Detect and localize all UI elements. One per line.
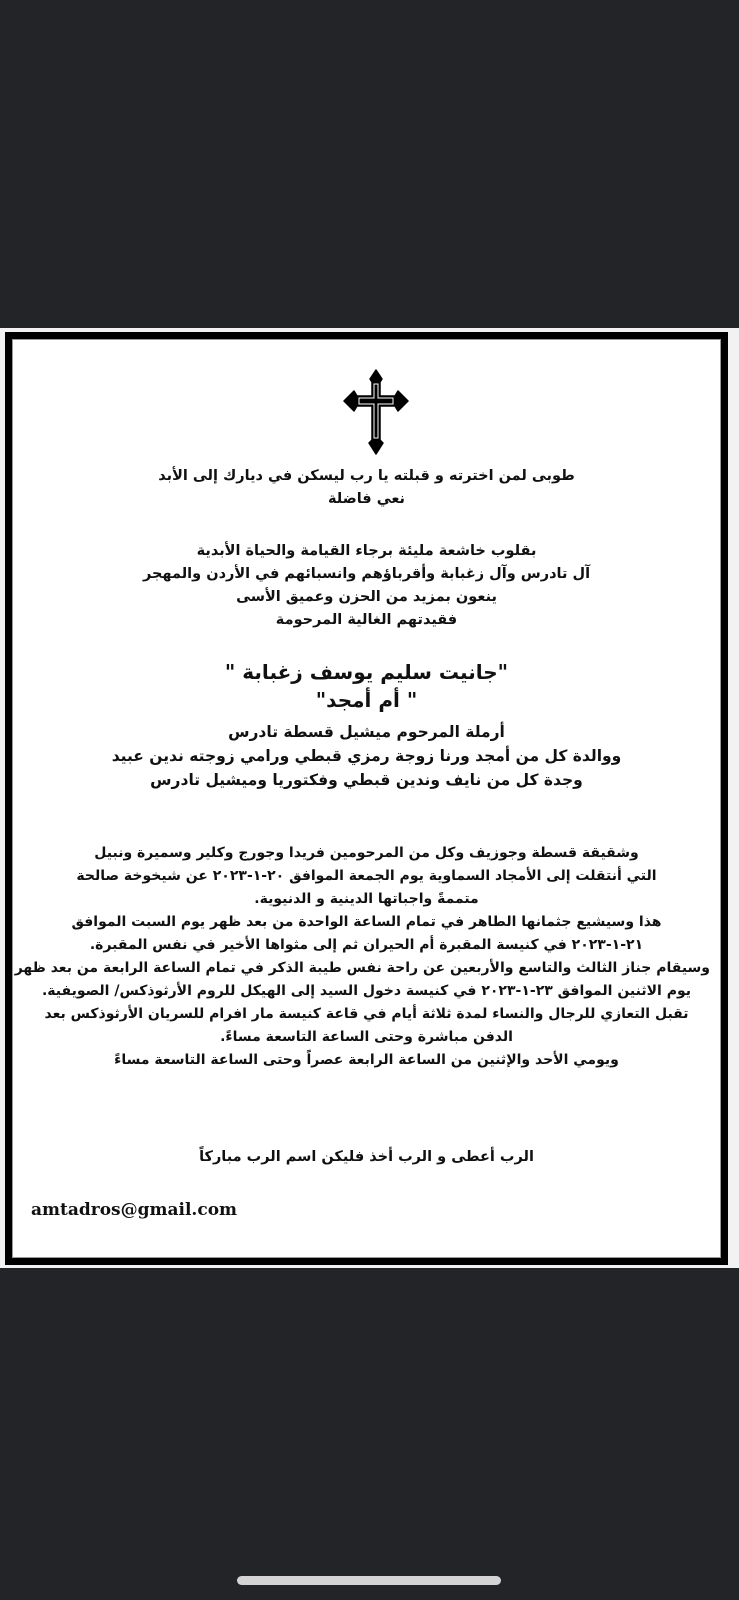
announcement-line: فقيدتهم الغالية المرحومة (275, 612, 458, 628)
obituary-card-border (5, 332, 728, 1265)
funeral-details (14, 842, 710, 1072)
announcement-line: آل تادرس وآل زغبابة وأقرباؤهم وانسبائهم في الأردن والمهجر (142, 566, 591, 582)
detail-line: وشقيقة قسطة وجوزيف وكل من المرحومين فريدا وجورج وكلير وسميرة ونبيل (94, 845, 639, 861)
detail-line: يوم الاثنين الموافق ٢٣-١-٢٠٢٣ في كنيسة دخول السيد إلى الهيكل للروم الأرثوذكس/ الصويفية. (41, 983, 692, 999)
closing-verse (23, 1146, 710, 1169)
detail-line: تقبل التعازي للرجال والنساء لمدة ثلاثة أيام في قاعة كنيسة مار افرام للسريان الأرثوذكس بعد (44, 1006, 689, 1022)
closing-line: الرب أعطى و الرب أخذ فليكن اسم الرب مباركاً (199, 1149, 534, 1165)
deceased-name: "جانيت سليم يوسف زغبابة " (224, 660, 509, 684)
opening-line: طوبى لمن اخترته و قبلته يا رب ليسكن في ديارك إلى الأبد (158, 468, 575, 484)
deceased-nickname: " أم أمجد" (315, 688, 418, 712)
detail-line: هذا وسيشيع جثمانها الطاهر في تمام الساعة الواحدة من بعد ظهر يوم السبت الموافق (71, 914, 662, 930)
detail-line: وسيقام جناز الثالث والتاسع والأربعين عن راحة نفس طيبة الذكر في تمام الساعة الرابعة من بعد ظهر (14, 960, 710, 976)
detail-line: الدفن مباشرة وحتى الساعة التاسعة مساءً. (220, 1029, 513, 1045)
obituary-image-frame (0, 328, 739, 1268)
announcement (23, 540, 710, 632)
notice-title: نعي فاضلة (327, 491, 405, 507)
opening-verse (23, 465, 710, 511)
detail-line: التي أنتقلت إلى الأمجاد السماوية يوم الجمعة الموافق ٢٠-١-٢٠٢٣ عن شيخوخة صالحة (76, 868, 657, 884)
deceased-name-block (23, 658, 710, 714)
announcement-line: ينعون بمزيد من الحزن وعميق الأسى (236, 589, 497, 605)
detail-line: ويومي الأحد والإثنين من الساعة الرابعة عصراً وحتى الساعة التاسعة مساءً (114, 1052, 619, 1068)
announcement-line: بقلوب خاشعة مليئة برجاء القيامة والحياة الأبدية (196, 543, 537, 559)
detail-line: متممةً واجباتها الدينية و الدنيوية. (254, 891, 479, 907)
home-indicator[interactable] (237, 1576, 501, 1585)
cross-icon (341, 368, 411, 456)
detail-line: ٢١-١-٢٠٢٣ في كنيسة المقبرة أم الحيران ثم إلى مثواها الأخير في نفس المقبرة. (89, 937, 644, 953)
relation-line: ووالدة كل من أمجد ورنا زوجة رمزي قبطي ورامي زوجته ندين عبيد (111, 747, 622, 765)
obituary-card (12, 339, 721, 1258)
bottom-dark-area (0, 1268, 739, 1600)
relation-line: وجدة كل من نايف وندين قبطي وفكتوريا وميشيل تادرس (150, 771, 583, 789)
relations (23, 720, 710, 792)
top-dark-area (0, 0, 739, 328)
relation-line: أرملة المرحوم ميشيل قسطة تادرس (228, 723, 505, 741)
contact-email: amtadros@gmail.com (31, 1200, 238, 1220)
